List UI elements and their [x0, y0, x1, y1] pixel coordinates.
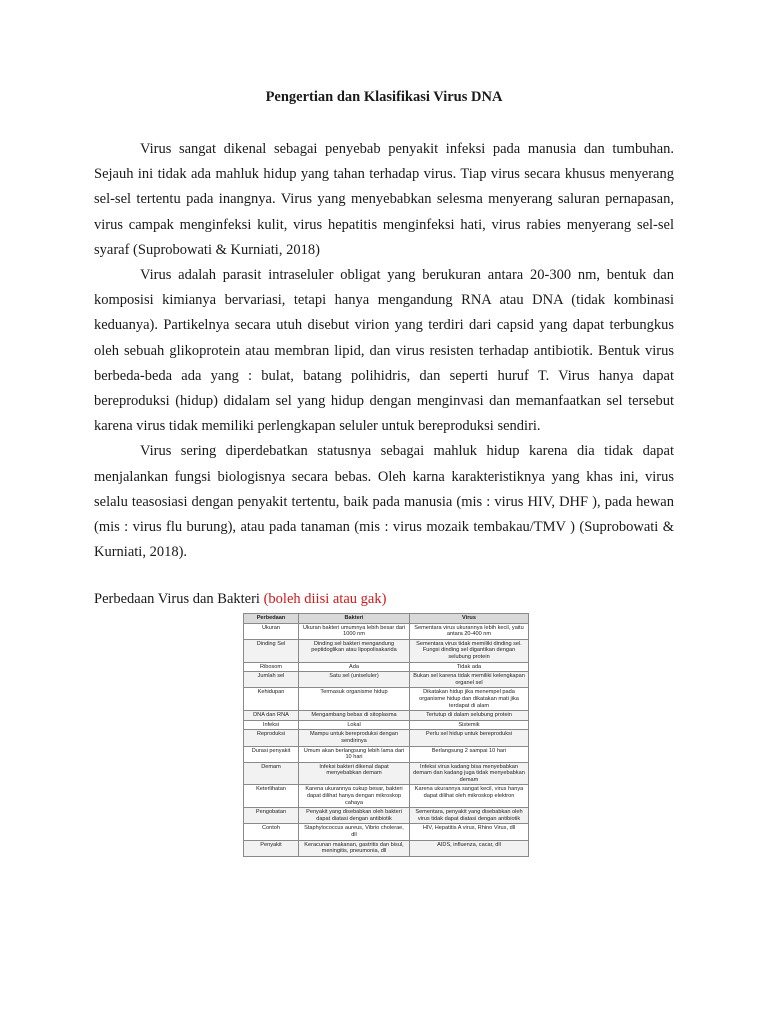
table-cell: Durasi penyakit: [244, 746, 299, 762]
table-cell: Infeksi bakteri dikenal dapat menyebabkan demam: [299, 762, 410, 785]
table-header-cell: Bakteri: [299, 614, 410, 624]
table-cell: Kehidupan: [244, 688, 299, 711]
table-cell: Pengobatan: [244, 808, 299, 824]
table-cell: Bukan sel karena tidak memiliki kelengkapan organel sel: [410, 672, 529, 688]
table-cell: Sementara virus ukurannya lebih kecil, yaitu antara 20-400 nm: [410, 623, 529, 639]
table-cell: Ukuran bakteri umumnya lebih besar dari 1000 nm: [299, 623, 410, 639]
table-row: [244, 662, 529, 672]
table-cell: Jumlah sel: [244, 672, 299, 688]
paragraph-3: Virus sering diperdebatkan statusnya sebagai mahluk hidup karena dia tidak dapat menjalankan fungsi biologisnya secara bebas. Oleh karna karakteristiknya yang khas ini, virus selalu teasosiasi dengan penyakit tertentu, baik pada manusia (mis : virus HIV, DHF ), pada hewan (mis : virus flu burung), atau pada tanaman (mis : virus mozaik tembakau/TMV ) (Suprobowati & Kurniati, 2018).: [94, 443, 674, 561]
table-cell: Lokal: [299, 720, 410, 730]
table-row: [244, 824, 529, 840]
table-row: [244, 840, 529, 856]
paragraph-1: Virus sangat dikenal sebagai penyebab penyakit infeksi pada manusia dan tumbuhan. Sejauh ini tidak ada mahluk hidup yang tahan terhadap virus. Tiap virus secara khusus menyerang sel-sel tertentu pada inangnya. Virus yang menyebabkan selesma menyerang saluran pernapasan, virus campak menginfeksi kulit, virus hepatitis menginfeksi hati, virus rabies menyerang sel-sel syaraf (Suprobowati & Kurniati, 2018): [94, 141, 674, 258]
table-cell: AIDS, influenza, cacar, dll: [410, 840, 529, 856]
table-row: [244, 808, 529, 824]
table-row: [244, 785, 529, 808]
table-cell: Penyakit: [244, 840, 299, 856]
table-row: [244, 623, 529, 639]
table-cell: Keterlihatan: [244, 785, 299, 808]
table-cell: Dikatakan hidup jika menempel pada organisme hidup dan dikatakan mati jika terdapat di alam: [410, 688, 529, 711]
table-cell: Ada: [299, 662, 410, 672]
section-note: (boleh diisi atau gak): [263, 591, 387, 607]
table-row: [244, 762, 529, 785]
table-row: [244, 672, 529, 688]
table-cell: Dinding Sel: [244, 639, 299, 662]
paragraph-2: Virus adalah parasit intraseluler obligat yang berukuran antara 20-300 nm, bentuk dan komposisi kimianya bervariasi, tetapi hanya mengandung RNA atau DNA (tidak kombinasi keduanya). Partikelnya secara utuh disebut virion yang terdiri dari capsid yang dapat terbungkus oleh sebuah glikoprotein atau membran lipid, dan virus resisten terhadap antibiotik. Bentuk virus berbeda-beda ada yang : bulat, batang polihidris, dan seperti huruf T. Virus hanya dapat bereproduksi (hidup) didalam sel yang hidup dengan menginvasi dan memanfaatkan sel tersebut karena virus tidak memiliki perlengkapan seluler untuk bereproduksi sendiri.: [94, 267, 674, 435]
comparison-table: [243, 613, 529, 857]
table-cell: DNA dan RNA: [244, 711, 299, 721]
table-cell: Penyakit yang disebabkan oleh bakteri dapat diatasi dengan antibiotik: [299, 808, 410, 824]
table-cell: Keracunan makanan, gastritis dan bisul, meningitis, pneumonia, dll: [299, 840, 410, 856]
table-row: [244, 730, 529, 746]
table-header-row: [244, 614, 529, 624]
table-cell: Sementara virus tidak memiliki dinding sel. Fungsi dinding sel digantikan dengan selubung protein: [410, 639, 529, 662]
table-cell: Demam: [244, 762, 299, 785]
body-text: [94, 137, 674, 565]
table-header-cell: Perbedaan: [244, 614, 299, 624]
section-label: Perbedaan Virus dan Bakteri: [94, 591, 260, 607]
table-cell: Mengambang bebas di sitoplasma: [299, 711, 410, 721]
table-cell: Staphylococcus aureus, Vibrio cholerae, dll: [299, 824, 410, 840]
table-cell: Termasuk organisme hidup: [299, 688, 410, 711]
table-cell: Infeksi: [244, 720, 299, 730]
table-cell: Tertutup di dalam selubung protein: [410, 711, 529, 721]
table-row: [244, 688, 529, 711]
table-header-cell: Virus: [410, 614, 529, 624]
table-cell: Umum akan berlangsung lebih lama dari 10 hari: [299, 746, 410, 762]
table-row: [244, 711, 529, 721]
table-cell: Mampu untuk bereproduksi dengan sendirinya: [299, 730, 410, 746]
table-cell: Perlu sel hidup untuk bereproduksi: [410, 730, 529, 746]
table-cell: Satu sel (uniseluler): [299, 672, 410, 688]
table-cell: Contoh: [244, 824, 299, 840]
table-row: [244, 746, 529, 762]
table-body: [244, 623, 529, 856]
table-cell: Berlangsung 2 sampai 10 hari: [410, 746, 529, 762]
table-cell: Dinding sel bakteri mengandung peptidoglikan atau lipopolisakarida: [299, 639, 410, 662]
table-cell: Sistemik: [410, 720, 529, 730]
table-cell: Karena ukurannya sangat kecil, virus hanya dapat dilihat oleh mikroskop elektron: [410, 785, 529, 808]
table-cell: Tidak ada: [410, 662, 529, 672]
section-heading: [94, 589, 386, 609]
table-cell: Ribosom: [244, 662, 299, 672]
table-cell: HIV, Hepatitis A virus, Rhino Virus, dll: [410, 824, 529, 840]
page-title: Pengertian dan Klasifikasi Virus DNA: [265, 89, 503, 105]
table-row: [244, 720, 529, 730]
table-row: [244, 639, 529, 662]
table-cell: Sementara, penyakit yang disebabkan oleh virus tidak dapat diatasi dengan antibiotik: [410, 808, 529, 824]
table-cell: Karena ukurannya cukup besar, bakteri dapat dilihat hanya dengan mikroskop cahaya: [299, 785, 410, 808]
table-cell: Reproduksi: [244, 730, 299, 746]
comparison-table-image: [243, 613, 528, 857]
table-cell: Ukuran: [244, 623, 299, 639]
table-cell: Infeksi virus kadang bisa menyebabkan demam dan kadang juga tidak menyebabkan demam: [410, 762, 529, 785]
